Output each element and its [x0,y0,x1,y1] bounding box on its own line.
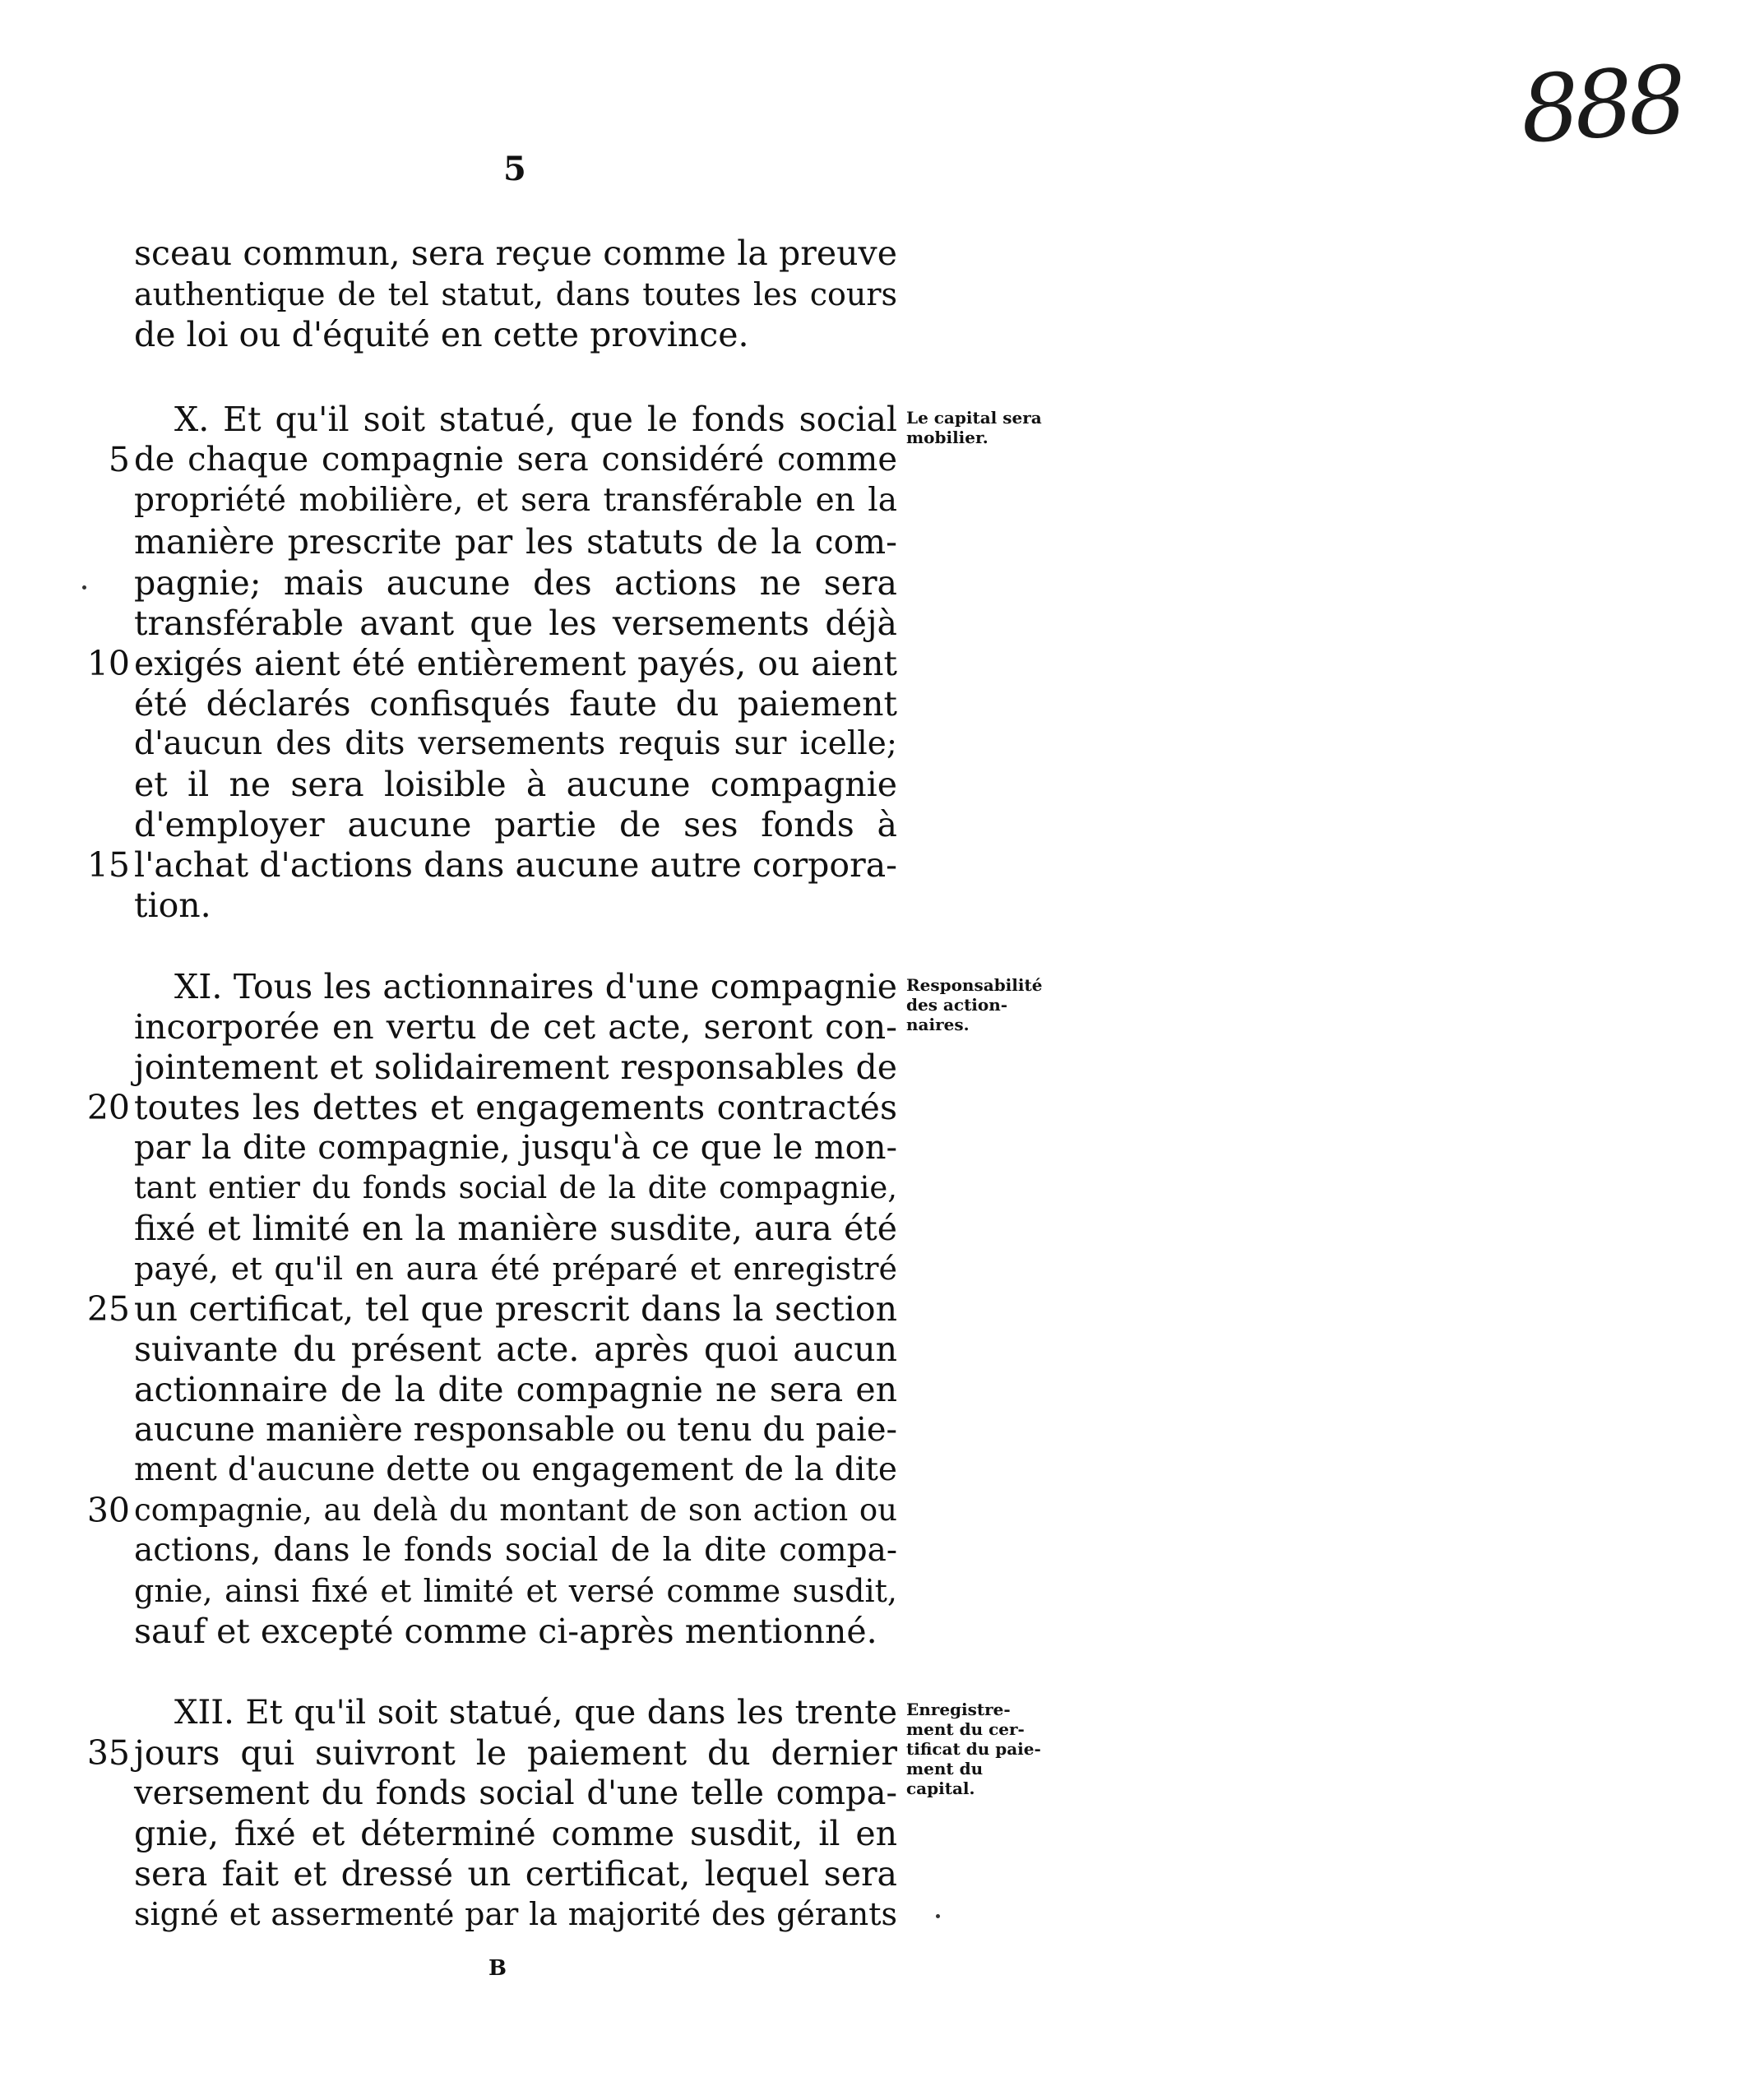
section-xii-heading-line: XII. Et qu'il soit statué, que dans les trente [174,1694,897,1732]
text-line: manière prescrite par les statuts de la com- [134,522,897,562]
section-x-heading-line: X. Et qu'il soit statué, que le fonds social [174,400,897,439]
text-line: jours qui suivront le paiement du dernier [134,1733,897,1773]
text-line: sauf et excepté comme ci-après mentionné. [134,1612,877,1651]
text-line: sera fait et dressé un certificat, lequel sera [134,1854,897,1894]
page-number: 5 [503,150,526,188]
text-line: transférable avant que les versements déjà [134,604,897,643]
text-line: sceau commun, sera reçue comme la preuve [134,234,897,273]
text-line: d'employer aucune partie de ses fonds à [134,805,897,844]
text-line: aucune manière responsable ou tenu du paie- [134,1411,897,1449]
text-line: incorporée en vertu de cet acte, seront con- [134,1007,897,1047]
text-line: gnie, fixé et déterminé comme susdit, il en [134,1814,897,1853]
text-line: toutes les dettes et engagements contractés [134,1088,897,1127]
text-line: compagnie, au delà du montant de son action ou [134,1492,897,1528]
text-line: payé, et qu'il en aura été préparé et enregistré [134,1251,897,1287]
text-line: d'aucun des dits versements requis sur icelle; [134,725,897,762]
ink-speck [936,1914,940,1918]
line-number: 20 [86,1088,130,1127]
text-line: l'achat d'actions dans aucune autre corpora- [134,845,897,885]
line-number: 30 [86,1491,130,1530]
line-number: 10 [86,644,130,683]
text-line: exigés aient été entièrement payés, ou aient [134,644,897,683]
margin-note-capital: Le capital sera mobilier. [906,408,1042,447]
text-line: signé et assermenté par la majorité des gérants [134,1896,897,1932]
text-line: fixé et limité en la manière susdite, aura été [134,1209,897,1248]
text-line: propriété mobilière, et sera transférable en la [134,482,897,519]
text-line: un certificat, tel que prescrit dans la section [134,1289,897,1329]
text-line: ment d'aucune dette ou engagement de la dite [134,1451,897,1488]
text-line: actionnaire de la dite compagnie ne sera en [134,1370,897,1409]
line-number: 35 [86,1733,130,1773]
margin-note-responsabilite: Responsabilité des action- naires. [906,975,1043,1034]
text-line: actions, dans le fonds social de la dite compa- [134,1532,897,1569]
text-line: par la dite compagnie, jusqu'à ce que le mon- [134,1129,897,1167]
text-line: de chaque compagnie sera considéré comme [134,441,897,479]
text-line: authentique de tel statut, dans toutes les cours [134,276,897,312]
text-line: tant entier du fonds social de la dite compagnie, [134,1170,897,1205]
text-line: jointement et solidairement responsables de [134,1048,897,1087]
line-number: 25 [86,1289,130,1329]
text-line: et il ne sera loisible à aucune compagnie [134,765,897,804]
line-number: 15 [86,845,130,885]
text-line: été déclarés confisqués faute du paiement [134,684,897,724]
text-line: pagnie; mais aucune des actions ne sera [134,563,897,603]
text-line: versement du fonds social d'une telle compa- [134,1774,897,1812]
text-line: gnie, ainsi fixé et limité et versé comme susdit, [134,1573,897,1609]
margin-note-enregistrement: Enregistre- ment du cer- tificat du paie- ment du capital. [906,1700,1041,1798]
signature-mark: B [488,1956,507,1981]
section-xi-heading-line: XI. Tous les actionnaires d'une compagnie [174,967,897,1006]
text-line: de loi ou d'équité en cette province. [134,315,749,354]
line-number: 5 [108,440,130,479]
text-line: suivante du présent acte. après quoi aucun [134,1330,897,1369]
text-line: tion. [134,886,211,925]
ink-speck [82,585,86,590]
handwritten-folio-number: 888 [1517,46,1686,164]
